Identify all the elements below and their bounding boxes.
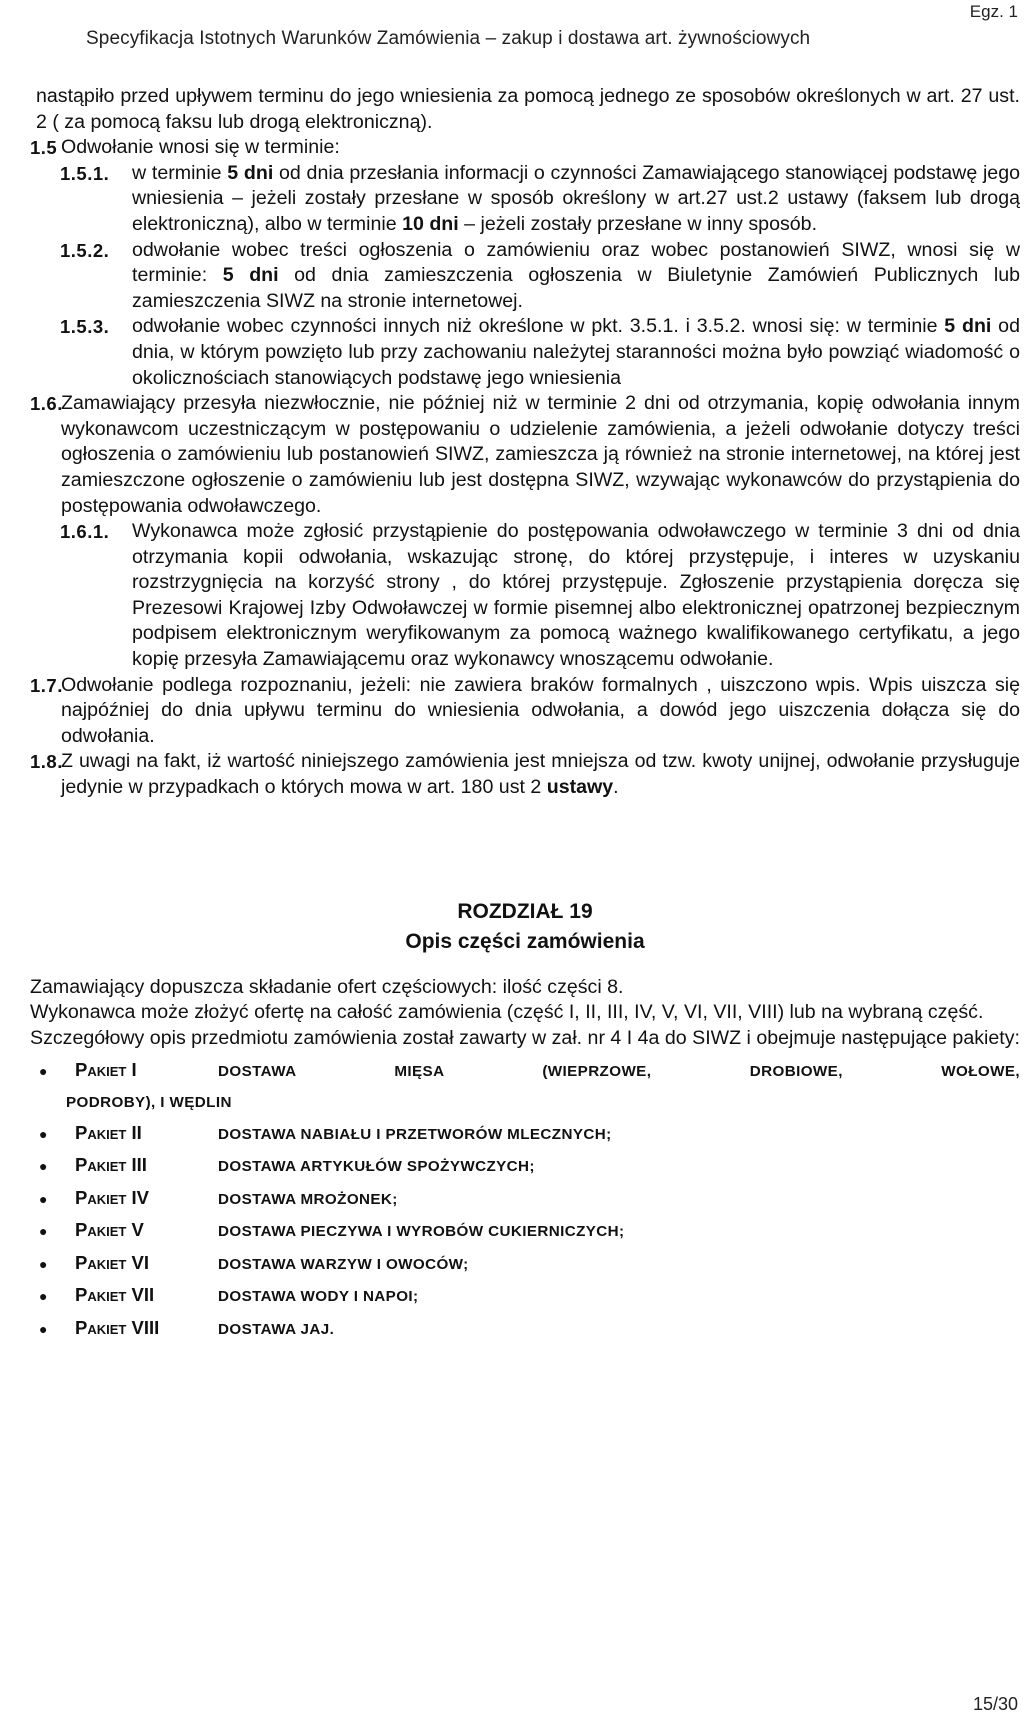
intro-paragraph: Zamawiający dopuszcza składanie ofert częściowych: ilość części 8. <box>30 975 624 998</box>
package-description: DOSTAWA PIECZYWA I WYROBÓW CUKIERNICZYCH; <box>218 1223 625 1241</box>
bullet-icon: ● <box>39 1190 48 1207</box>
list-item <box>30 1215 1020 1248</box>
package-label: Pakiet VI <box>75 1251 149 1273</box>
bullet-icon: ● <box>39 1125 48 1142</box>
section-text: Odwołanie podlega rozpoznaniu, jeżeli: nie zawiera braków formalnych , uiszczono wpis. Wpis uiszcza się najpóźniej do dnia upływu terminu do wniesienia odwołania, a dowód jego uiszczenia dołącza się do odwołania. <box>61 673 1020 747</box>
list-item <box>30 1248 1020 1281</box>
package-list <box>30 1055 1020 1345</box>
section-1-7 <box>30 673 1020 750</box>
document-body <box>30 84 1020 1345</box>
text-run: – jeżeli zostały przesłane w inny sposób. <box>458 212 818 235</box>
section-1-8 <box>30 749 1020 800</box>
intro-paragraph: Szczegółowy opis przedmiotu zamówienia został zawarty w zał. nr 4 I 4a do SIWZ i obejmuje następujące pakiety: <box>30 1026 1020 1049</box>
page-number: 15/30 <box>972 1694 1018 1714</box>
package-description: DOSTAWA WODY I NAPOI; <box>218 1288 419 1306</box>
package-description: DOSTAWA JAJ. <box>218 1320 335 1338</box>
section-number: 1.5.3. <box>60 316 110 338</box>
section-number: 1.7. <box>30 674 63 696</box>
section-number: 1.6. <box>30 393 63 415</box>
bullet-icon: ● <box>39 1288 48 1305</box>
section-text: Wykonawca może zgłosić przystąpienie do postępowania odwoławczego w terminie 3 dni od dnia otrzymania kopii odwołania, wskazując stronę, do której przystępuje, i interes w uzyskaniu rozstrzygnięcia na korzyść strony , do której przystępuje. Zgłoszenie przystąpienia doręcza się Prezesowi Krajowej Izby Odwoławczej w formie pisemnej albo elektronicznej opatrzonej bezpiecznym podpisem elektronicznym weryfikowanym za pomocą ważnego kwalifikowanego certyfikatu, a jego kopię przesyła Zamawiającemu oraz wykonawcy wnoszącemu odwołanie. <box>132 520 1020 671</box>
bold-deadline: 10 dni <box>402 212 459 235</box>
package-description: DOSTAWA WARZYW I OWOCÓW; <box>218 1255 469 1273</box>
section-1-6-1 <box>60 519 1020 673</box>
package-label: Pakiet IV <box>75 1186 149 1208</box>
bullet-icon: ● <box>39 1158 48 1175</box>
bullet-icon: ● <box>39 1223 48 1240</box>
chapter-title: ROZDZIAŁ 19 <box>457 899 593 923</box>
bold-deadline: 5 dni <box>944 315 992 338</box>
package-description: DOSTAWA MROŻONEK; <box>218 1190 398 1208</box>
section-text <box>61 749 1020 800</box>
section-text <box>132 314 1020 391</box>
text-run: od dnia zamieszczenia ogłoszenia w Biuletynie Zamówień Publicznych lub zamieszczenia SIWZ na stronie internetowej. <box>132 264 1020 312</box>
package-label: Pakiet I <box>75 1059 137 1081</box>
section-1-5-1 <box>60 161 1020 238</box>
bold-deadline: 5 dni <box>222 264 279 287</box>
list-item <box>30 1280 1020 1313</box>
section-1-6 <box>30 391 1020 519</box>
section-number: 1.5 <box>30 137 58 159</box>
package-label: Pakiet VII <box>75 1284 155 1306</box>
text-run: odwołanie wobec treści ogłoszenia o zamówieniu oraz wobec postanowień SIWZ, wnosi się w terminie: <box>132 238 1020 287</box>
section-1-5-3 <box>60 314 1020 391</box>
text-run: od dnia przesłania informacji o czynności Zamawiającego stanowiącej podstawę jego wniesienia – jeżeli zostały przesłane w sposób określony w art.27 ust.2 ustawy (faksem lub drogą elektroniczną), albo w terminie <box>132 161 1020 235</box>
package-description: DOSTAWA MIĘSA (WIEPRZOWE, DROBIOWE, WOŁOWE, <box>218 1063 1020 1081</box>
continuation-paragraph: nastąpiło przed upływem terminu do jego wniesienia za pomocą jednego ze sposobów określonych w art. 27 ust. 2 ( za pomocą faksu lub drogą elektroniczną). <box>36 85 1020 133</box>
bullet-icon: ● <box>39 1255 48 1272</box>
list-item <box>30 1150 1020 1183</box>
package-description-continuation: PODROBY), I WĘDLIN <box>66 1093 232 1111</box>
section-text <box>132 238 1020 315</box>
section-1-5-2 <box>60 238 1020 315</box>
section-text: Zamawiający przesyła niezwłocznie, nie później niż w terminie 2 dni od otrzymania, kopię odwołania innym wykonawcom uczestniczącym w postępowaniu o udzielenie zamówienia, a jeżeli odwołanie dotyczy treści ogłoszenia o zamówieniu lub postanowień SIWZ, zamieszcza ją również na stronie internetowej, na której jest zamieszczone ogłoszenie o zamówieniu lub jest dostępna SIWZ, wzywając wykonawców do przystąpienia do postępowania odwoławczego. <box>61 392 1020 517</box>
intro-paragraph: Wykonawca może złożyć ofertę na całość zamówienia (część I, II, III, IV, V, VI, VII, VIII) lub na wybraną część. <box>30 1001 984 1024</box>
section-number: 1.5.1. <box>60 162 110 184</box>
page-header-title: Specyfikacja Istotnych Warunków Zamówienia – zakup i dostawa art. żywnościowych <box>86 28 811 49</box>
bullet-icon: ● <box>39 1320 48 1337</box>
section-text <box>132 161 1020 238</box>
package-label: Pakiet III <box>75 1154 147 1176</box>
package-label: Pakiet II <box>75 1121 142 1143</box>
copy-number: Egz. 1 <box>969 2 1018 21</box>
package-label: Pakiet V <box>75 1219 144 1241</box>
section-number: 1.8. <box>30 751 63 773</box>
list-item <box>30 1055 1020 1088</box>
chapter-heading <box>30 897 1020 957</box>
section-text: Odwołanie wnosi się w terminie: <box>61 136 340 159</box>
text-run: od dnia, w którym powzięto lub przy zachowaniu należytej staranności można było powziąć wiadomość o okolicznościach stanowiących podstawę jego wniesienia <box>132 315 1020 389</box>
list-item <box>30 1183 1020 1216</box>
list-item <box>30 1313 1020 1346</box>
text-run: . <box>613 776 619 799</box>
bullet-icon: ● <box>39 1063 48 1080</box>
package-label: Pakiet VIII <box>75 1316 160 1338</box>
package-description: DOSTAWA ARTYKUŁÓW SPOŻYWCZYCH; <box>218 1158 535 1176</box>
list-item <box>30 1118 1020 1151</box>
chapter-subtitle: Opis części zamówienia <box>405 929 645 953</box>
section-number: 1.5.2. <box>60 239 110 261</box>
text-run: Z uwagi na fakt, iż wartość niniejszego zamówienia jest mniejsza od tzw. kwoty unijnej, odwołanie przysługuje jedynie w przypadkach o których mowa w art. 180 ust 2 <box>61 750 1020 799</box>
section-1-5 <box>30 135 1020 161</box>
list-item-continuation <box>30 1088 1020 1118</box>
package-description: DOSTAWA NABIAŁU I PRZETWORÓW MLECZNYCH; <box>218 1125 612 1143</box>
section-number: 1.6.1. <box>60 521 110 543</box>
bold-term: ustawy <box>546 776 614 799</box>
text-run: w terminie <box>132 161 228 184</box>
text-run: odwołanie wobec czynności innych niż określone w pkt. 3.5.1. i 3.5.2. wnosi się: w terminie <box>132 315 945 338</box>
bold-deadline: 5 dni <box>227 161 274 184</box>
